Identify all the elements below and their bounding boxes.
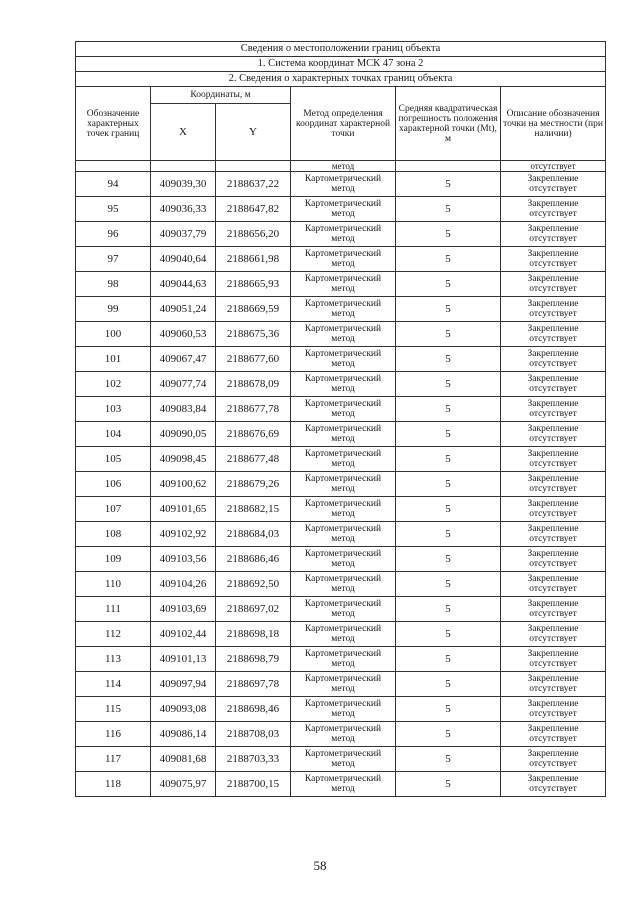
point-number: 117: [76, 747, 151, 772]
table-row: [76, 222, 606, 247]
method-cell: Картометрический метод: [291, 397, 396, 422]
point-number: 108: [76, 522, 151, 547]
accuracy-cell: 5: [396, 622, 501, 647]
description-cell: Закрепление отсутствует: [501, 722, 606, 747]
table-row: [76, 247, 606, 272]
accuracy-cell: 5: [396, 547, 501, 572]
table-row: [76, 572, 606, 597]
table-row: [76, 397, 606, 422]
table-row: [76, 597, 606, 622]
y-coordinate: 2188684,03: [216, 522, 291, 547]
method-cell: Картометрический метод: [291, 197, 396, 222]
method-cell: Картометрический метод: [291, 522, 396, 547]
x-coordinate: 409090,05: [151, 422, 216, 447]
point-number: 107: [76, 497, 151, 522]
point-number: 98: [76, 272, 151, 297]
point-number: 104: [76, 422, 151, 447]
method-cell: Картометрический метод: [291, 372, 396, 397]
accuracy-cell: 5: [396, 397, 501, 422]
table-row: [76, 422, 606, 447]
table-row: [76, 772, 606, 797]
description-cell: Закрепление отсутствует: [501, 322, 606, 347]
method-cell: Картометрический метод: [291, 547, 396, 572]
description-cell: Закрепление отсутствует: [501, 347, 606, 372]
table-row: [76, 372, 606, 397]
y-coordinate: 2188669,59: [216, 297, 291, 322]
accuracy-cell: 5: [396, 272, 501, 297]
coordinate-system: 1. Система координат МСК 47 зона 2: [76, 57, 606, 72]
method-cell: Картометрический метод: [291, 497, 396, 522]
x-coordinate: 409093,08: [151, 697, 216, 722]
description-cell: Закрепление отсутствует: [501, 247, 606, 272]
page-number: 58: [313, 858, 327, 873]
table-row: [76, 497, 606, 522]
header-row: [76, 87, 606, 104]
description-cell: Закрепление отсутствует: [501, 297, 606, 322]
point-number: 106: [76, 472, 151, 497]
coordinate-system-row: [76, 57, 606, 72]
accuracy-cell: 5: [396, 247, 501, 272]
y-coordinate: 2188703,33: [216, 747, 291, 772]
description-cell: Закрепление отсутствует: [501, 172, 606, 197]
y-coordinate: 2188700,15: [216, 772, 291, 797]
description-cell: Закрепление отсутствует: [501, 397, 606, 422]
point-number: 100: [76, 322, 151, 347]
table-row: [76, 472, 606, 497]
x-coordinate: 409075,97: [151, 772, 216, 797]
accuracy-cell: 5: [396, 447, 501, 472]
x-coordinate: 409103,69: [151, 597, 216, 622]
x-coordinate: 409100,62: [151, 472, 216, 497]
continuation-cell: [396, 161, 501, 172]
description-cell: Закрепление отсутствует: [501, 497, 606, 522]
continuation-cell: [151, 161, 216, 172]
point-number: 101: [76, 347, 151, 372]
accuracy-cell: 5: [396, 172, 501, 197]
table-row: [76, 747, 606, 772]
x-coordinate: 409102,44: [151, 622, 216, 647]
y-coordinate: 2188697,02: [216, 597, 291, 622]
y-coordinate: 2188677,60: [216, 347, 291, 372]
y-coordinate: 2188677,78: [216, 397, 291, 422]
x-coordinate: 409037,79: [151, 222, 216, 247]
method-cell: Картометрический метод: [291, 247, 396, 272]
y-coordinate: 2188692,50: [216, 572, 291, 597]
point-number: 114: [76, 672, 151, 697]
x-coordinate: 409040,64: [151, 247, 216, 272]
accuracy-cell: 5: [396, 497, 501, 522]
table-row: [76, 347, 606, 372]
description-cell: Закрепление отсутствует: [501, 422, 606, 447]
x-coordinate: 409067,47: [151, 347, 216, 372]
x-coordinate: 409039,30: [151, 172, 216, 197]
description-cell: Закрепление отсутствует: [501, 697, 606, 722]
y-coordinate: 2188676,69: [216, 422, 291, 447]
y-coordinate: 2188708,03: [216, 722, 291, 747]
y-coordinate: 2188698,18: [216, 622, 291, 647]
table-row: [76, 197, 606, 222]
table-row: [76, 547, 606, 572]
table-row: [76, 272, 606, 297]
accuracy-cell: 5: [396, 297, 501, 322]
accuracy-cell: 5: [396, 647, 501, 672]
y-coordinate: 2188647,82: [216, 197, 291, 222]
header-accuracy: Средняя квадратическая погрешность положения характерной точки (Mt), м: [396, 87, 501, 161]
description-cell: Закрепление отсутствует: [501, 572, 606, 597]
y-coordinate: 2188665,93: [216, 272, 291, 297]
point-number: 94: [76, 172, 151, 197]
accuracy-cell: 5: [396, 747, 501, 772]
x-coordinate: 409086,14: [151, 722, 216, 747]
y-coordinate: 2188698,46: [216, 697, 291, 722]
accuracy-cell: 5: [396, 772, 501, 797]
x-coordinate: 409081,68: [151, 747, 216, 772]
method-cell: Картометрический метод: [291, 622, 396, 647]
accuracy-cell: 5: [396, 347, 501, 372]
point-number: 95: [76, 197, 151, 222]
accuracy-cell: 5: [396, 222, 501, 247]
method-cell: Картометрический метод: [291, 747, 396, 772]
x-coordinate: 409103,56: [151, 547, 216, 572]
accuracy-cell: 5: [396, 597, 501, 622]
table-row: [76, 322, 606, 347]
point-number: 103: [76, 397, 151, 422]
point-number: 99: [76, 297, 151, 322]
header-y: Y: [216, 104, 291, 161]
x-coordinate: 409101,13: [151, 647, 216, 672]
point-number: 96: [76, 222, 151, 247]
description-cell: Закрепление отсутствует: [501, 772, 606, 797]
x-coordinate: 409097,94: [151, 672, 216, 697]
continuation-method: метод: [291, 161, 396, 172]
table-row: [76, 522, 606, 547]
table-row: [76, 672, 606, 697]
accuracy-cell: 5: [396, 697, 501, 722]
method-cell: Картометрический метод: [291, 697, 396, 722]
description-cell: Закрепление отсутствует: [501, 547, 606, 572]
point-number: 110: [76, 572, 151, 597]
point-number: 118: [76, 772, 151, 797]
method-cell: Картометрический метод: [291, 172, 396, 197]
y-coordinate: 2188656,20: [216, 222, 291, 247]
point-number: 109: [76, 547, 151, 572]
point-number: 112: [76, 622, 151, 647]
point-number: 102: [76, 372, 151, 397]
point-number: 115: [76, 697, 151, 722]
description-cell: Закрепление отсутствует: [501, 447, 606, 472]
x-coordinate: 409060,53: [151, 322, 216, 347]
description-cell: Закрепление отсутствует: [501, 197, 606, 222]
y-coordinate: 2188637,22: [216, 172, 291, 197]
header-x: X: [151, 104, 216, 161]
table-title-row: [76, 42, 606, 57]
accuracy-cell: 5: [396, 422, 501, 447]
x-coordinate: 409077,74: [151, 372, 216, 397]
method-cell: Картометрический метод: [291, 597, 396, 622]
method-cell: Картометрический метод: [291, 322, 396, 347]
x-coordinate: 409051,24: [151, 297, 216, 322]
point-number: 113: [76, 647, 151, 672]
x-coordinate: 409083,84: [151, 397, 216, 422]
description-cell: Закрепление отсутствует: [501, 472, 606, 497]
continuation-description: отсутствует: [501, 161, 606, 172]
table-row: [76, 722, 606, 747]
accuracy-cell: 5: [396, 197, 501, 222]
method-cell: Картометрический метод: [291, 222, 396, 247]
header-description: Описание обозначения точки на местности (при наличии): [501, 87, 606, 161]
y-coordinate: 2188661,98: [216, 247, 291, 272]
table-title: Сведения о местоположении границ объекта: [76, 42, 606, 57]
accuracy-cell: 5: [396, 372, 501, 397]
x-coordinate: 409098,45: [151, 447, 216, 472]
section-title-row: [76, 72, 606, 87]
method-cell: Картометрический метод: [291, 447, 396, 472]
y-coordinate: 2188697,78: [216, 672, 291, 697]
method-cell: Картометрический метод: [291, 347, 396, 372]
description-cell: Закрепление отсутствует: [501, 597, 606, 622]
table-row: [76, 447, 606, 472]
y-coordinate: 2188677,48: [216, 447, 291, 472]
method-cell: Картометрический метод: [291, 647, 396, 672]
description-cell: Закрепление отсутствует: [501, 372, 606, 397]
x-coordinate: 409101,65: [151, 497, 216, 522]
y-coordinate: 2188678,09: [216, 372, 291, 397]
x-coordinate: 409036,33: [151, 197, 216, 222]
accuracy-cell: 5: [396, 322, 501, 347]
x-coordinate: 409104,26: [151, 572, 216, 597]
description-cell: Закрепление отсутствует: [501, 222, 606, 247]
accuracy-cell: 5: [396, 572, 501, 597]
table-row: [76, 647, 606, 672]
y-coordinate: 2188675,36: [216, 322, 291, 347]
description-cell: Закрепление отсутствует: [501, 672, 606, 697]
method-cell: Картометрический метод: [291, 572, 396, 597]
header-point-designation: Обозначение характерных точек границ: [76, 87, 151, 161]
method-cell: Картометрический метод: [291, 672, 396, 697]
y-coordinate: 2188679,26: [216, 472, 291, 497]
table-row: [76, 297, 606, 322]
description-cell: Закрепление отсутствует: [501, 522, 606, 547]
boundary-points-table: [75, 41, 606, 797]
method-cell: Картометрический метод: [291, 472, 396, 497]
header-method: Метод определения координат характерной точки: [291, 87, 396, 161]
section-title: 2. Сведения о характерных точках границ объекта: [76, 72, 606, 87]
header-coordinates: Координаты, м: [151, 87, 291, 104]
table-row: [76, 697, 606, 722]
point-number: 97: [76, 247, 151, 272]
accuracy-cell: 5: [396, 522, 501, 547]
method-cell: Картометрический метод: [291, 722, 396, 747]
method-cell: Картометрический метод: [291, 272, 396, 297]
description-cell: Закрепление отсутствует: [501, 647, 606, 672]
y-coordinate: 2188698,79: [216, 647, 291, 672]
method-cell: Картометрический метод: [291, 422, 396, 447]
point-number: 111: [76, 597, 151, 622]
point-number: 105: [76, 447, 151, 472]
table-row: [76, 172, 606, 197]
point-number: 116: [76, 722, 151, 747]
continuation-cell: [216, 161, 291, 172]
method-cell: Картометрический метод: [291, 772, 396, 797]
x-coordinate: 409102,92: [151, 522, 216, 547]
accuracy-cell: 5: [396, 722, 501, 747]
continuation-cell: [76, 161, 151, 172]
description-cell: Закрепление отсутствует: [501, 747, 606, 772]
description-cell: Закрепление отсутствует: [501, 272, 606, 297]
accuracy-cell: 5: [396, 472, 501, 497]
y-coordinate: 2188686,46: [216, 547, 291, 572]
y-coordinate: 2188682,15: [216, 497, 291, 522]
method-cell: Картометрический метод: [291, 297, 396, 322]
x-coordinate: 409044,63: [151, 272, 216, 297]
description-cell: Закрепление отсутствует: [501, 622, 606, 647]
table-row: [76, 622, 606, 647]
accuracy-cell: 5: [396, 672, 501, 697]
continuation-row: [76, 161, 606, 172]
